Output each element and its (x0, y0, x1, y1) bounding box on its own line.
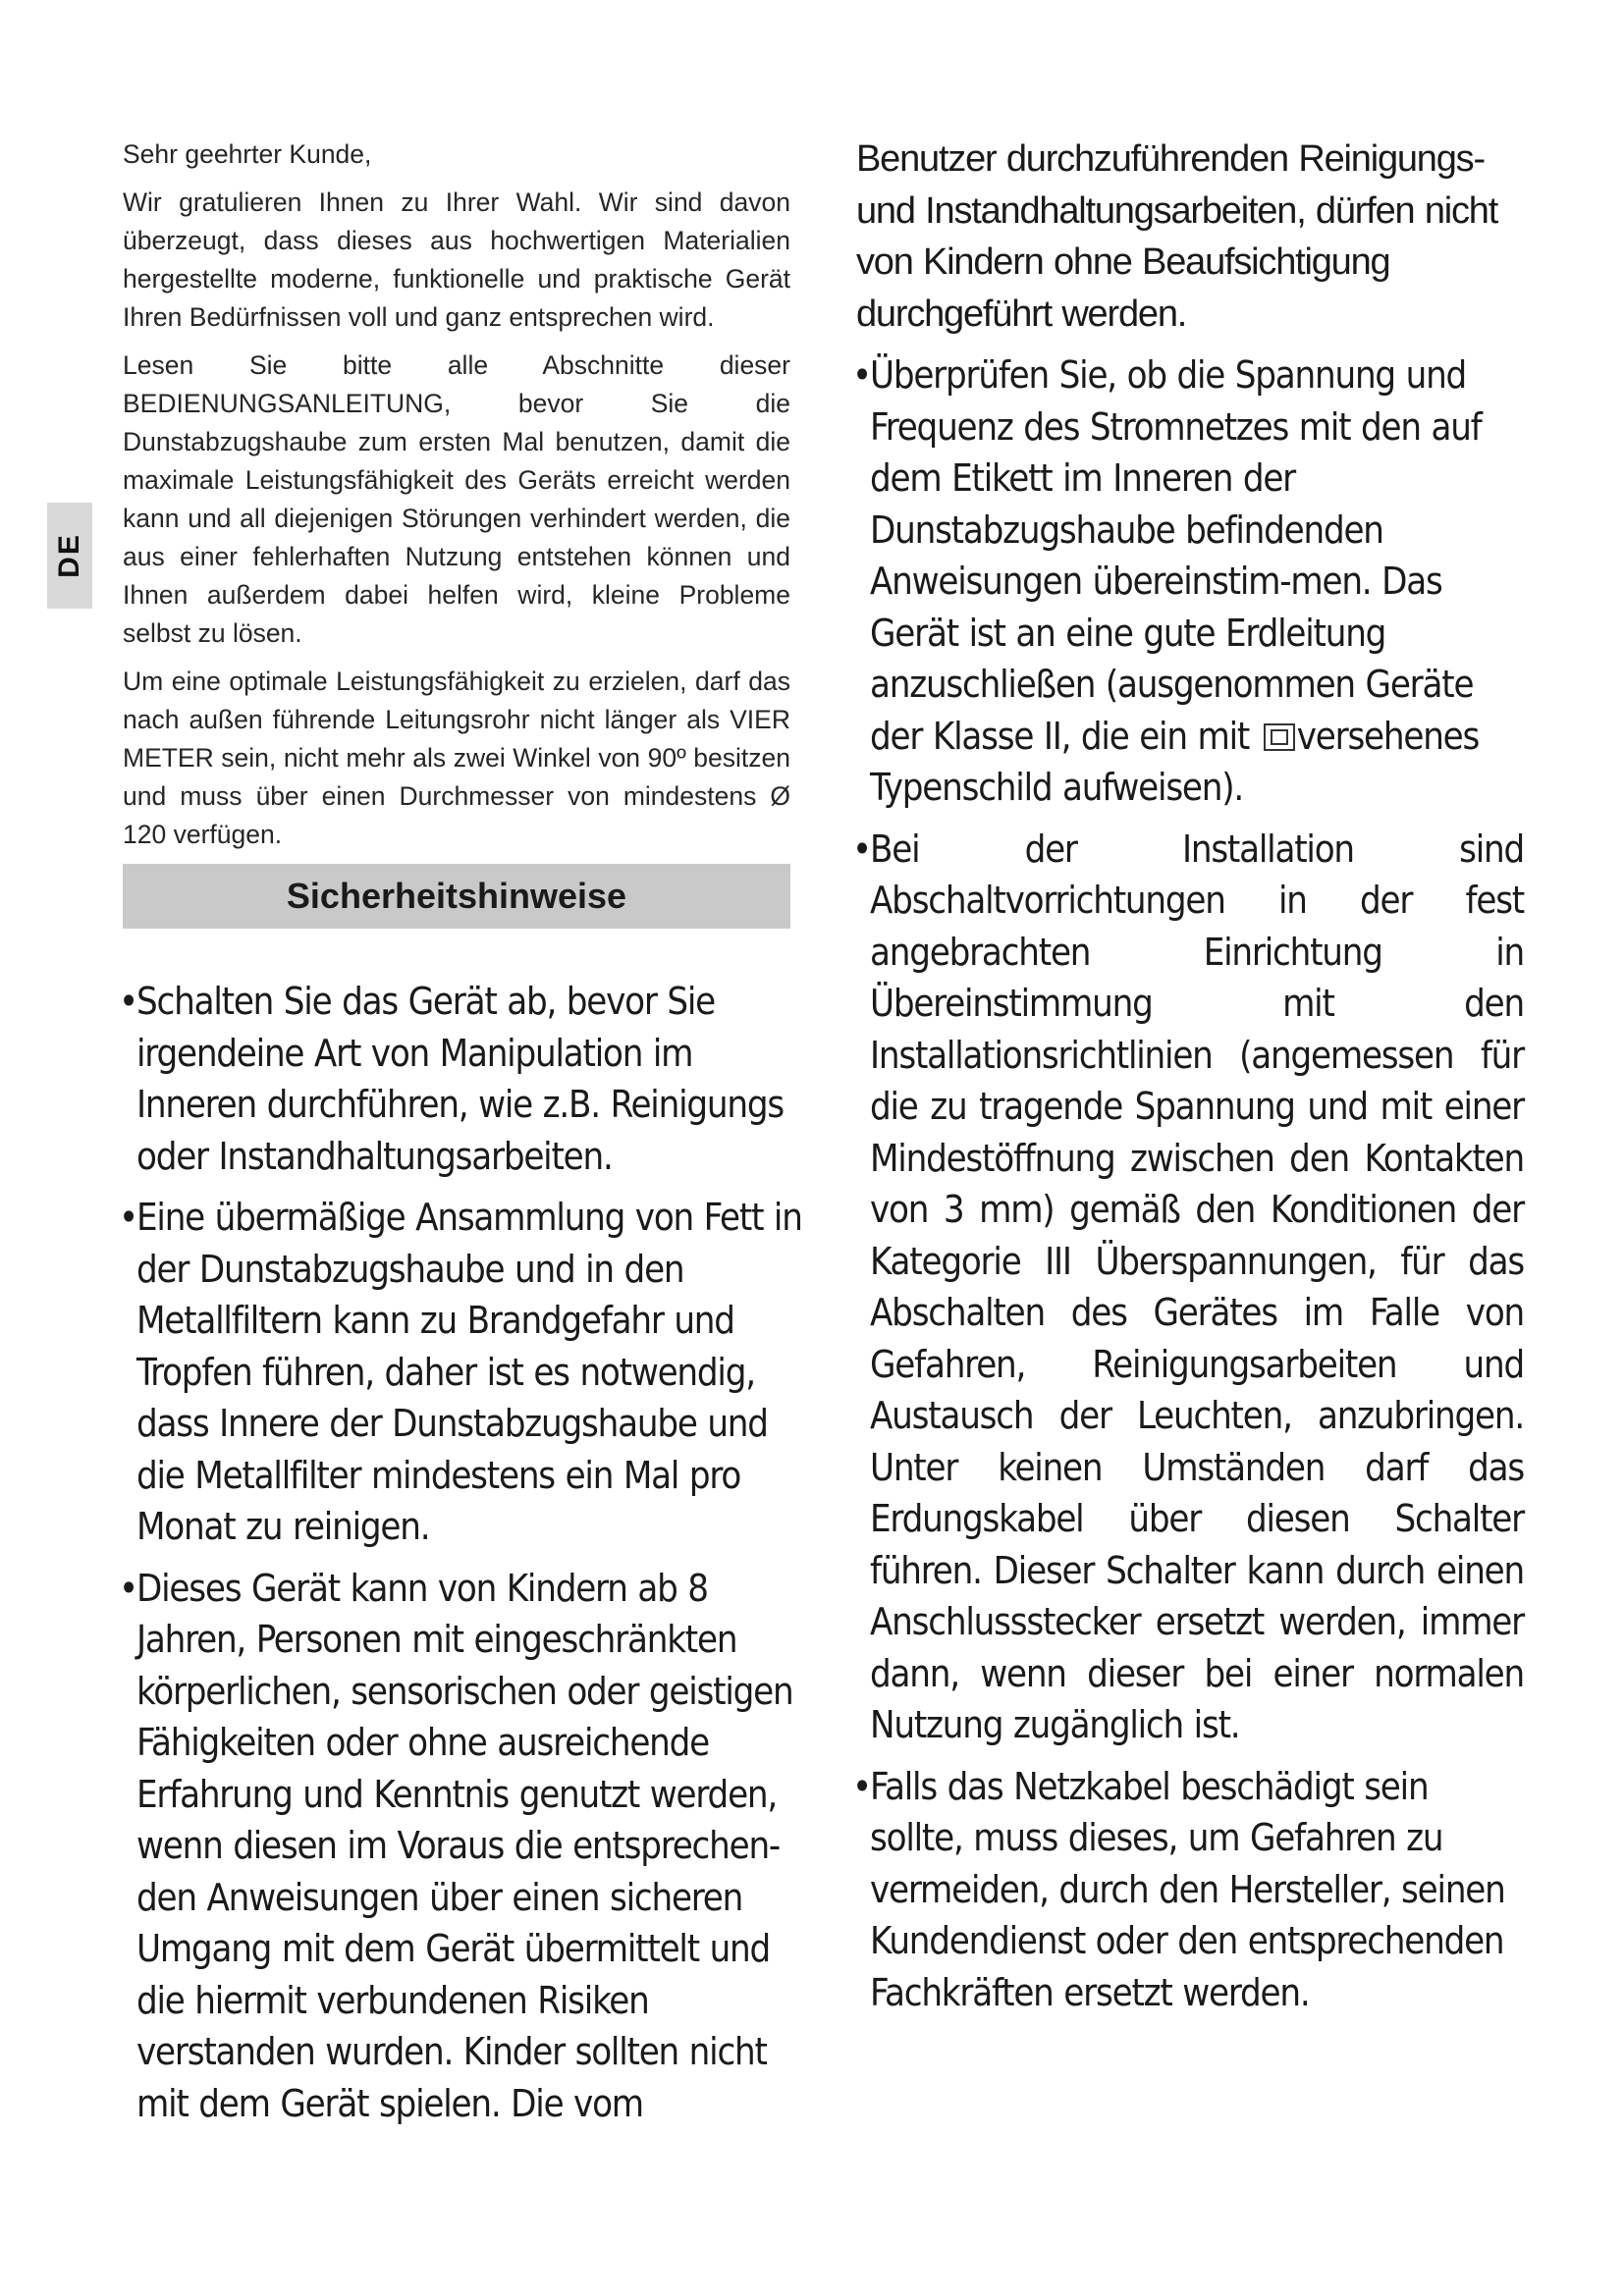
bullet-icon: • (852, 827, 871, 871)
bullet-icon: • (119, 980, 137, 1023)
salutation: Sehr geehrter Kunde, (123, 139, 372, 169)
intro-paragraph-2: Lesen Sie bitte alle Abschnitte dieser BEDIENUNGSANLEITUNG, bevor Sie die Dunstabzugshaube zum ersten Mal benutzen, damit die maximale Leistungsfähigkeit des Geräts erreicht werden kann und all diejenigen Störungen verhindert werden, die aus einer fehlerhaften Nutzung entstehen können und Ihnen außerdem dabei helfen wird, kleine Probleme selbst zu lösen. (123, 350, 790, 648)
class-ii-double-square-icon (1264, 723, 1295, 751)
language-tab (47, 503, 92, 609)
list-item-text: Überprüfen Sie, ob die Spannung und Frequenz des Stromnetzes mit den auf dem Etikett im Inneren der Dunstabzugshaube befindenden Anweisungen übereinstim-men. Das Gerät ist an eine gute Erdleitung anzuschließen (ausgenommen Geräte der Klasse II, die ein mit (870, 353, 1482, 758)
section-heading-text: Sicherheitshinweise (286, 876, 627, 916)
list-item (852, 1761, 1524, 2019)
right-column (852, 133, 1524, 2028)
language-tab-label: DE (53, 533, 85, 578)
list-item-text: Falls das Netzkabel beschädigt sein sollte, muss dieses, um Gefahren zu vermeiden, durch den Hersteller, seinen Kundendienst oder den entsprechenden Fachkräften ersetzt werden. (870, 1764, 1505, 2014)
continuation-text: Benutzer durchzuführenden Reinigungs- und Instandhaltungsarbeiten, dürfen nicht von Kindern ohne Beaufsichtigung durchgeführt werden. (856, 138, 1498, 335)
list-item (852, 824, 1524, 1751)
bullet-icon: • (852, 353, 871, 397)
bullet-icon: • (119, 1196, 137, 1239)
safety-list-left (119, 976, 802, 2129)
intro-paragraph-3: Um eine optimale Leistungsfähigkeit zu erzielen, darf das nach außen führende Leitungsrohr nicht länger als VIER METER sein, nicht mehr als zwei Winkel von 90º besitzen und muss über einen Durchmesser von mindestens Ø 120 verfügen. (123, 667, 790, 849)
list-item-text-continued: versehenes Typenschild aufweisen). (870, 714, 1480, 809)
bullet-icon: • (119, 1566, 137, 1610)
section-heading (123, 864, 790, 929)
safety-list-right (852, 349, 1524, 2018)
list-item (119, 976, 814, 1182)
list-item-text: Dieses Gerät kann von Kindern ab 8 Jahren, Personen mit eingeschränkten körperlichen, sensorischen oder geistigen Fähigkeiten oder ohne ausreichende Erfahrung und Kenntnis genutzt werden, wenn diesen im Voraus die entsprechen-den Anweisungen über einen sicheren Umgang mit dem Gerät übermittelt und die hiermit verbundenen Risiken verstanden wurden. Kinder sollten nicht mit dem Gerät spielen. Die vom (136, 1566, 793, 2125)
bullet-icon: • (852, 1764, 871, 1808)
list-item-text: Eine übermäßige Ansammlung von Fett in der Dunstabzugshaube und in den Metallfiltern kann zu Brandgefahr und Tropfen führen, daher ist es notwendig, dass Innere der Dunstabzugshaube und die Metallfilter mindestens ein Mal pro Monat zu reinigen. (136, 1196, 802, 1548)
intro-paragraph-1: Wir gratulieren Ihnen zu Ihrer Wahl. Wir sind davon überzeugt, dass dieses aus hochwertigen Materialien hergestellte moderne, funktionelle und praktische Gerät Ihren Bedürfnissen voll und ganz entsprechen wird. (123, 187, 790, 332)
list-item-text: Bei der Installation sind Abschaltvorrichtungen in der fest angebrachten Einrichtung in Übereinstimmung mit den Installationsrichtlinien (angemessen für die zu tragende Spannung und mit einer Mindestöffnung zwischen den Kontakten von 3 mm) gemäß den Konditionen der Kategorie III Überspannungen, für das Abschalten des Gerätes im Falle von Gefahren, Reinigungsarbeiten und Austausch der Leuchten, anzubringen. Unter keinen Umständen darf das Erdungskabel über diesen Schalter führen. Dieser Schalter kann durch einen Anschlussstecker ersetzt werden, immer dann, wenn dieser bei einer normalen Nutzung zugänglich ist. (870, 827, 1524, 1746)
list-item (119, 1563, 814, 2130)
list-item-text: Schalten Sie das Gerät ab, bevor Sie irgendeine Art von Manipulation im Inneren durchführen, wie z.B. Reinigungs oder Instandhaltungsarbeiten. (136, 980, 784, 1178)
left-column (119, 135, 802, 2139)
list-item (119, 1192, 814, 1553)
list-item (852, 349, 1524, 814)
intro-section (123, 135, 790, 854)
